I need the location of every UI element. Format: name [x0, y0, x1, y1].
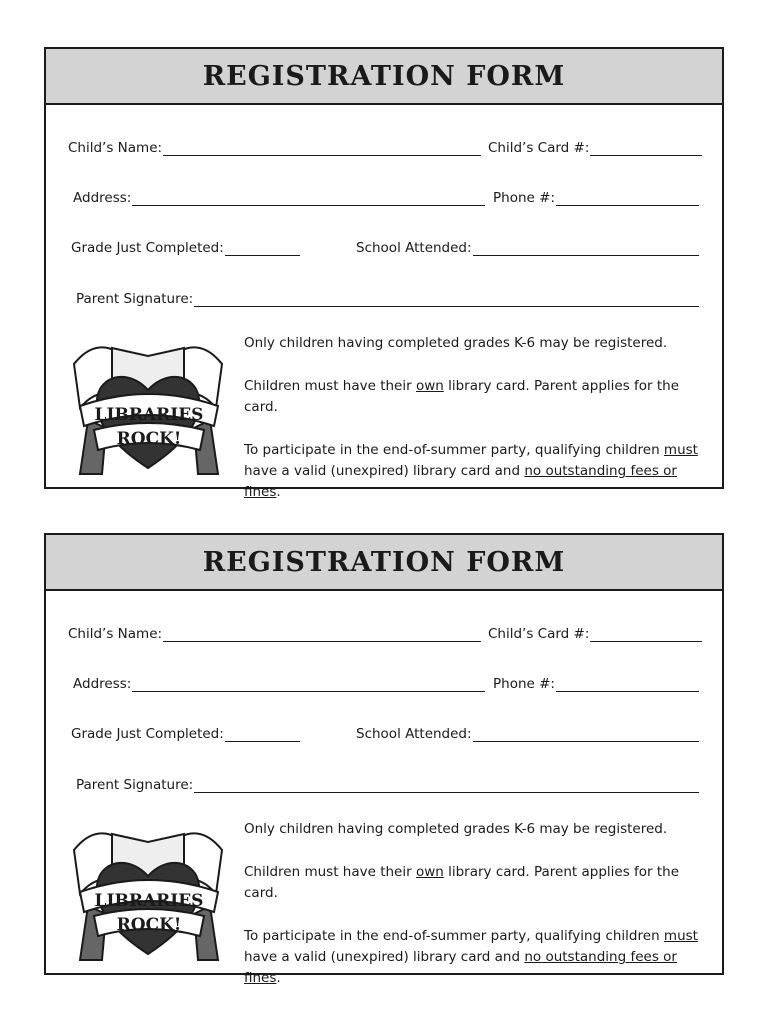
phone-label: Phone #: [493, 676, 555, 692]
grade-field[interactable] [71, 726, 300, 742]
child-card-line[interactable] [590, 627, 702, 642]
child-name-line[interactable] [163, 141, 481, 156]
address-line[interactable] [132, 191, 485, 206]
libraries-rock-logo [68, 810, 228, 966]
note-party: To participate in the end-of-summer party, qualifying children must have a valid (unexpired) library card and no outstanding fees or fines. [244, 928, 698, 986]
note-own-card: Children must have their own library card. Parent applies for the card. [244, 378, 680, 415]
libraries-rock-logo [68, 324, 228, 480]
parent-signature-label: Parent Signature: [76, 777, 194, 793]
note-own-card: Children must have their own library card. Parent applies for the card. [244, 864, 680, 901]
grade-label: Grade Just Completed: [71, 726, 224, 742]
form-title: REGISTRATION FORM [202, 60, 566, 92]
phone-field[interactable] [493, 190, 699, 206]
registration-notes [244, 333, 714, 503]
phone-field[interactable] [493, 676, 699, 692]
logo-text-rock: ROCK! [116, 429, 182, 449]
school-field[interactable] [356, 726, 699, 742]
child-name-label: Child’s Name: [68, 140, 163, 156]
phone-line[interactable] [556, 677, 699, 692]
parent-signature-field[interactable] [76, 291, 699, 307]
registration-notes [244, 819, 714, 989]
school-label: School Attended: [356, 726, 472, 742]
child-name-field[interactable] [68, 140, 481, 156]
school-label: School Attended: [356, 240, 472, 256]
parent-signature-label: Parent Signature: [76, 291, 194, 307]
child-card-field[interactable] [488, 140, 702, 156]
logo-text-rock: ROCK! [116, 915, 182, 935]
address-label: Address: [73, 676, 132, 692]
school-line[interactable] [473, 727, 699, 742]
note-grades: Only children having completed grades K-6 may be registered. [244, 821, 668, 837]
child-card-field[interactable] [488, 626, 702, 642]
parent-signature-field[interactable] [76, 777, 699, 793]
form-header [46, 535, 722, 591]
grade-line[interactable] [225, 727, 300, 742]
grade-label: Grade Just Completed: [71, 240, 224, 256]
child-card-label: Child’s Card #: [488, 626, 590, 642]
note-party: To participate in the end-of-summer party, qualifying children must have a valid (unexpired) library card and no outstanding fees or fines. [244, 442, 698, 500]
phone-line[interactable] [556, 191, 699, 206]
form-header [46, 49, 722, 105]
child-card-line[interactable] [590, 141, 702, 156]
child-name-field[interactable] [68, 626, 481, 642]
school-field[interactable] [356, 240, 699, 256]
address-field[interactable] [73, 190, 485, 206]
phone-label: Phone #: [493, 190, 555, 206]
address-field[interactable] [73, 676, 485, 692]
child-name-label: Child’s Name: [68, 626, 163, 642]
logo-text-libraries: LIBRARIES [94, 405, 204, 425]
address-line[interactable] [132, 677, 485, 692]
address-label: Address: [73, 190, 132, 206]
note-grades: Only children having completed grades K-6 may be registered. [244, 335, 668, 351]
registration-form-1 [44, 47, 724, 500]
school-line[interactable] [473, 241, 699, 256]
grade-line[interactable] [225, 241, 300, 256]
parent-signature-line[interactable] [194, 292, 699, 307]
child-card-label: Child’s Card #: [488, 140, 590, 156]
registration-form-2 [44, 533, 724, 986]
logo-text-libraries: LIBRARIES [94, 891, 204, 911]
parent-signature-line[interactable] [194, 778, 699, 793]
grade-field[interactable] [71, 240, 300, 256]
child-name-line[interactable] [163, 627, 481, 642]
form-title: REGISTRATION FORM [202, 546, 566, 578]
